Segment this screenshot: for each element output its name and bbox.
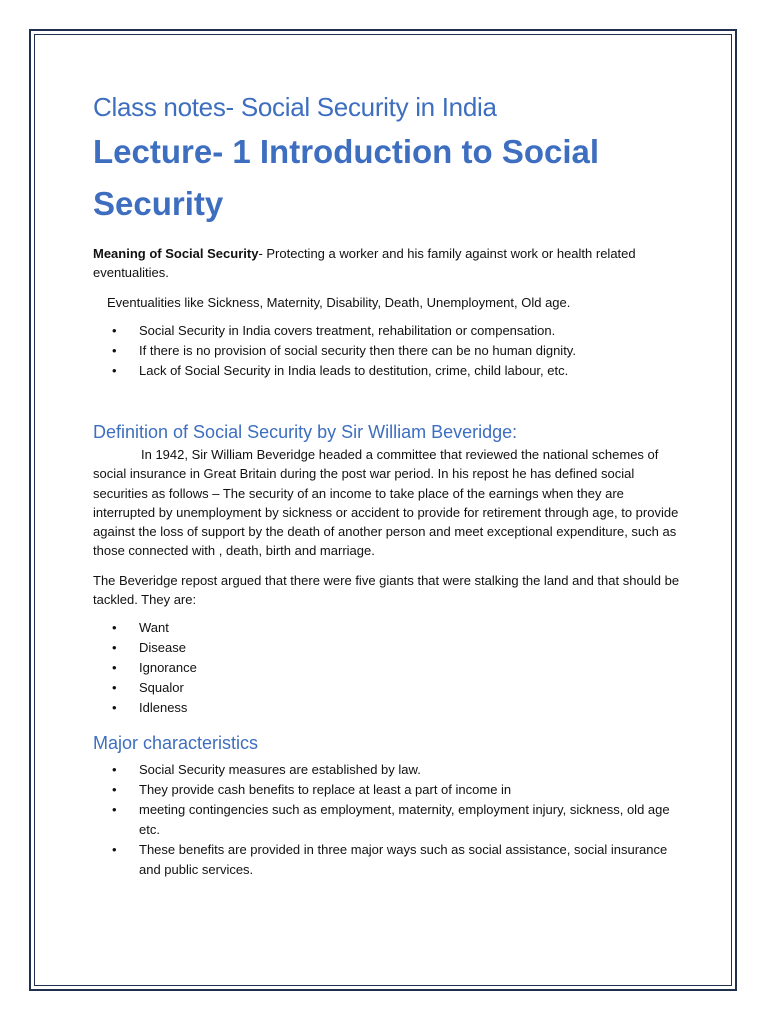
bullet-icon: • — [112, 841, 117, 857]
bullet-icon: • — [112, 659, 117, 675]
list-item: • If there is no provision of social security then there can be no human dignity. — [93, 341, 683, 361]
bullet-icon: • — [112, 323, 117, 338]
bullet-icon: • — [112, 619, 117, 635]
bullet-icon: • — [112, 639, 117, 655]
list-item: • Want — [93, 618, 683, 638]
list-item: • They provide cash benefits to replace at least a part of income in — [93, 780, 683, 800]
list-item: • Social Security in India covers treatment, rehabilitation or compensation. — [93, 321, 683, 341]
definition-text: In 1942, Sir William Beveridge headed a committee that reviewed the national schemes of social insurance in Great Britain during the post war period. In his repost he has defined social securities as follows – The security of an income to take place of the earnings when they are interrupted by unemployment by sickness or accident to provide for retirement through age, to provide against the loss of support by the death of another person and meet exceptional expenditure, such as those connected with , death, birth and marriage. — [93, 447, 679, 559]
definition-heading: Definition of Social Security by Sir William Beveridge: — [93, 422, 518, 442]
bullet-icon: • — [112, 781, 117, 797]
list-item: • Social Security measures are established by law. — [93, 760, 683, 780]
document-page — [93, 88, 683, 880]
document-subtitle: Class notes- Social Security in India — [93, 92, 497, 122]
characteristics-heading: Major characteristics — [93, 732, 259, 753]
bullet-icon: • — [112, 363, 117, 378]
definition-paragraph — [93, 445, 683, 561]
bullet-icon: • — [112, 679, 117, 695]
characteristics-list — [93, 760, 683, 880]
meaning-paragraph — [93, 244, 683, 282]
bullet-icon: • — [112, 343, 117, 358]
list-item: • Idleness — [93, 698, 683, 718]
list-item: • meeting contingencies such as employment, maternity, employment injury, sickness, old age etc. — [112, 801, 670, 837]
list-item: • Squalor — [93, 678, 683, 698]
intro-bullet-list — [93, 321, 683, 381]
list-item: • These benefits are provided in three major ways such as social assistance, social insurance and public services. — [112, 841, 668, 877]
giants-intro-text: The Beveridge repost argued that there were five giants that were stalking the land and that should be tackled. They are: — [93, 572, 680, 607]
eventualities-text: Eventualities like Sickness, Maternity, Disability, Death, Unemployment, Old age. — [107, 295, 571, 310]
list-item: • Disease — [93, 638, 683, 658]
list-item: • Lack of Social Security in India leads to destitution, crime, child labour, etc. — [93, 361, 683, 381]
meaning-label: Meaning of Social Security — [93, 246, 259, 261]
list-item: • Ignorance — [93, 658, 683, 678]
meaning-text: - Protecting a worker and his family against work or health related eventualities. — [93, 246, 636, 280]
bullet-icon: • — [112, 699, 117, 715]
giants-list — [93, 618, 683, 718]
bullet-icon: • — [112, 761, 117, 777]
bullet-icon: • — [112, 801, 117, 817]
document-title: Lecture- 1 Introduction to Social Security — [93, 133, 600, 222]
